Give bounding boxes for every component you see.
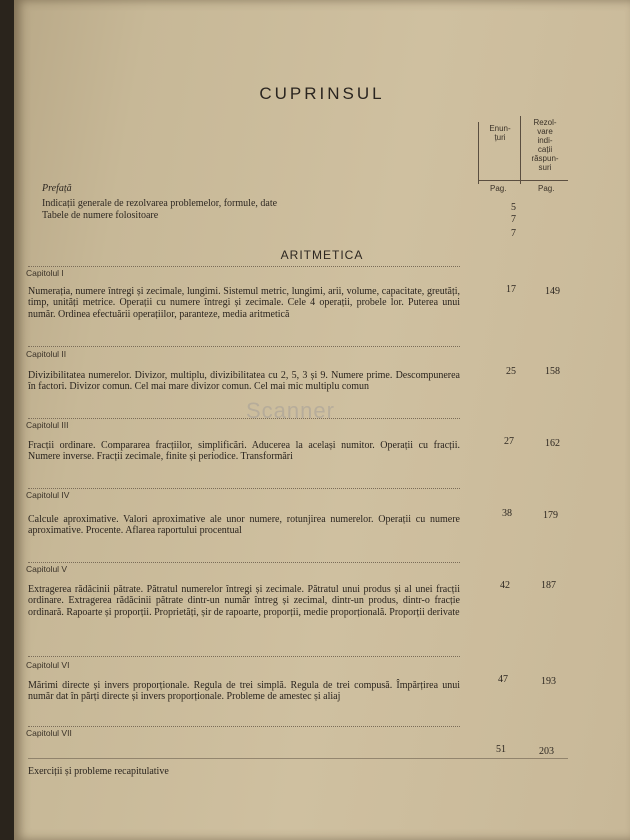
intro-line-tabele: Tabele de numere folositoare bbox=[42, 210, 159, 221]
column-header-rule bbox=[478, 180, 568, 181]
chapter-separator bbox=[28, 418, 460, 419]
column-pag-label-1: Pag. bbox=[490, 184, 507, 193]
chapter-description: Extragerea rădăcinii pătrate. Pătratul numerelor întregi și zecimale. Pătratul unui produs și al unei fracții ordinare. Extragerea rădăcinii pătrate dintr-un număr întreg și zecimal, dintr-un produs, dintr-o fracție ordinară. Rapoarte și proporții. Proprietăți, șir de rapoarte, proporții, medie proporțională. Proporții derivate bbox=[28, 584, 460, 618]
chapter-description: Fracții ordinare. Compararea fracțiilor, simplificări. Aducerea la același numitor. Operații cu fracții. Numere inverse. Fracții zecimale, finite și periodice. Transformări bbox=[28, 440, 460, 463]
chapter-page-enunturi: 27 bbox=[504, 436, 514, 447]
chapter-label: Capitolul III bbox=[26, 420, 69, 430]
chapter-page-enunturi: 17 bbox=[506, 284, 516, 295]
chapter-separator bbox=[28, 488, 460, 489]
chapter-label: Capitolul IV bbox=[26, 490, 70, 500]
chapter-description: Exerciții și probleme recapitulative bbox=[28, 766, 169, 777]
chapter-page-enunturi: 25 bbox=[506, 366, 516, 377]
chapter-separator bbox=[28, 656, 460, 657]
chapter-page-enunturi: 47 bbox=[498, 674, 508, 685]
chapter-page-rezolvare: 193 bbox=[541, 676, 556, 687]
chapter-page-rezolvare: 162 bbox=[545, 438, 560, 449]
chapter-page-rezolvare: 203 bbox=[539, 746, 554, 757]
column-divider-left bbox=[478, 122, 479, 184]
chapter-separator bbox=[28, 266, 460, 267]
chapter-label: Capitolul II bbox=[26, 349, 67, 359]
chapter-description: Calcule aproximative. Valori aproximative ale unor numere, rotunjirea numerelor. Operații cu numere aproximative. Procente. Aflarea raportului procentual bbox=[28, 514, 460, 537]
intro-page-tabele: 7 bbox=[511, 214, 516, 225]
column-pag-label-2: Pag. bbox=[538, 184, 555, 193]
intro-line-prefata: Prefață bbox=[42, 183, 72, 194]
chapter-separator bbox=[28, 346, 460, 347]
chapter-label: Capitolul VI bbox=[26, 660, 70, 670]
chapter-description: Numerația, numere întregi și zecimale, lungimi. Sistemul metric, lungimi, arii, volume, capacitate, greutăți, timp, unități metrice. Operații cu numere întregi și zecimale. Cele 4 operații, probele lor. Puterea unui număr. Ordinea efectuării operațiilor, paranteze, media aritmetică bbox=[28, 286, 460, 320]
chapter-page-rezolvare: 187 bbox=[541, 580, 556, 591]
chapter-page-rezolvare: 179 bbox=[543, 510, 558, 521]
page-title: CUPRINSUL bbox=[259, 84, 385, 103]
bottom-rule bbox=[28, 758, 568, 759]
section-heading: ARITMETICA bbox=[280, 248, 364, 262]
chapter-label: Capitolul I bbox=[26, 268, 64, 278]
book-page bbox=[14, 0, 630, 840]
chapter-page-enunturi: 51 bbox=[496, 744, 506, 755]
column-header-rezolvare: Rezol- vare indi- cații răspun- suri bbox=[531, 118, 559, 172]
chapter-page-rezolvare: 149 bbox=[545, 286, 560, 297]
chapter-description: Mărimi directe și invers proporționale. Regula de trei simplă. Regula de trei compusă. Împărțirea unui număr dat în părți directe și invers proporționale. Probleme de amestec și aliaj bbox=[28, 680, 460, 703]
chapter-page-enunturi: 38 bbox=[502, 508, 512, 519]
chapter-page-rezolvare: 158 bbox=[545, 366, 560, 377]
column-header-enunturi: Enun- țuri bbox=[489, 124, 511, 142]
chapter-label: Capitolul VII bbox=[26, 728, 72, 738]
watermark-text: Scanner bbox=[246, 398, 335, 423]
intro-page-indicatii: 5 bbox=[511, 202, 516, 213]
intro-line-indicatii: Indicații generale de rezolvarea problemelor, formule, date bbox=[42, 198, 278, 209]
chapter-label: Capitolul V bbox=[26, 564, 68, 574]
chapter-description: Divizibilitatea numerelor. Divizor, multiplu, divizibilitatea cu 2, 5, 3 și 9. Numere prime. Descompunerea în factori. Divizor comun. Cel mai mare divizor comun. Cel mai mic multiplu comun bbox=[28, 370, 460, 393]
column-divider-right bbox=[520, 116, 521, 184]
chapter-separator bbox=[28, 726, 460, 727]
chapter-page-enunturi: 42 bbox=[500, 580, 510, 591]
chapter-separator bbox=[28, 562, 460, 563]
intro-page-extra: 7 bbox=[511, 228, 516, 239]
